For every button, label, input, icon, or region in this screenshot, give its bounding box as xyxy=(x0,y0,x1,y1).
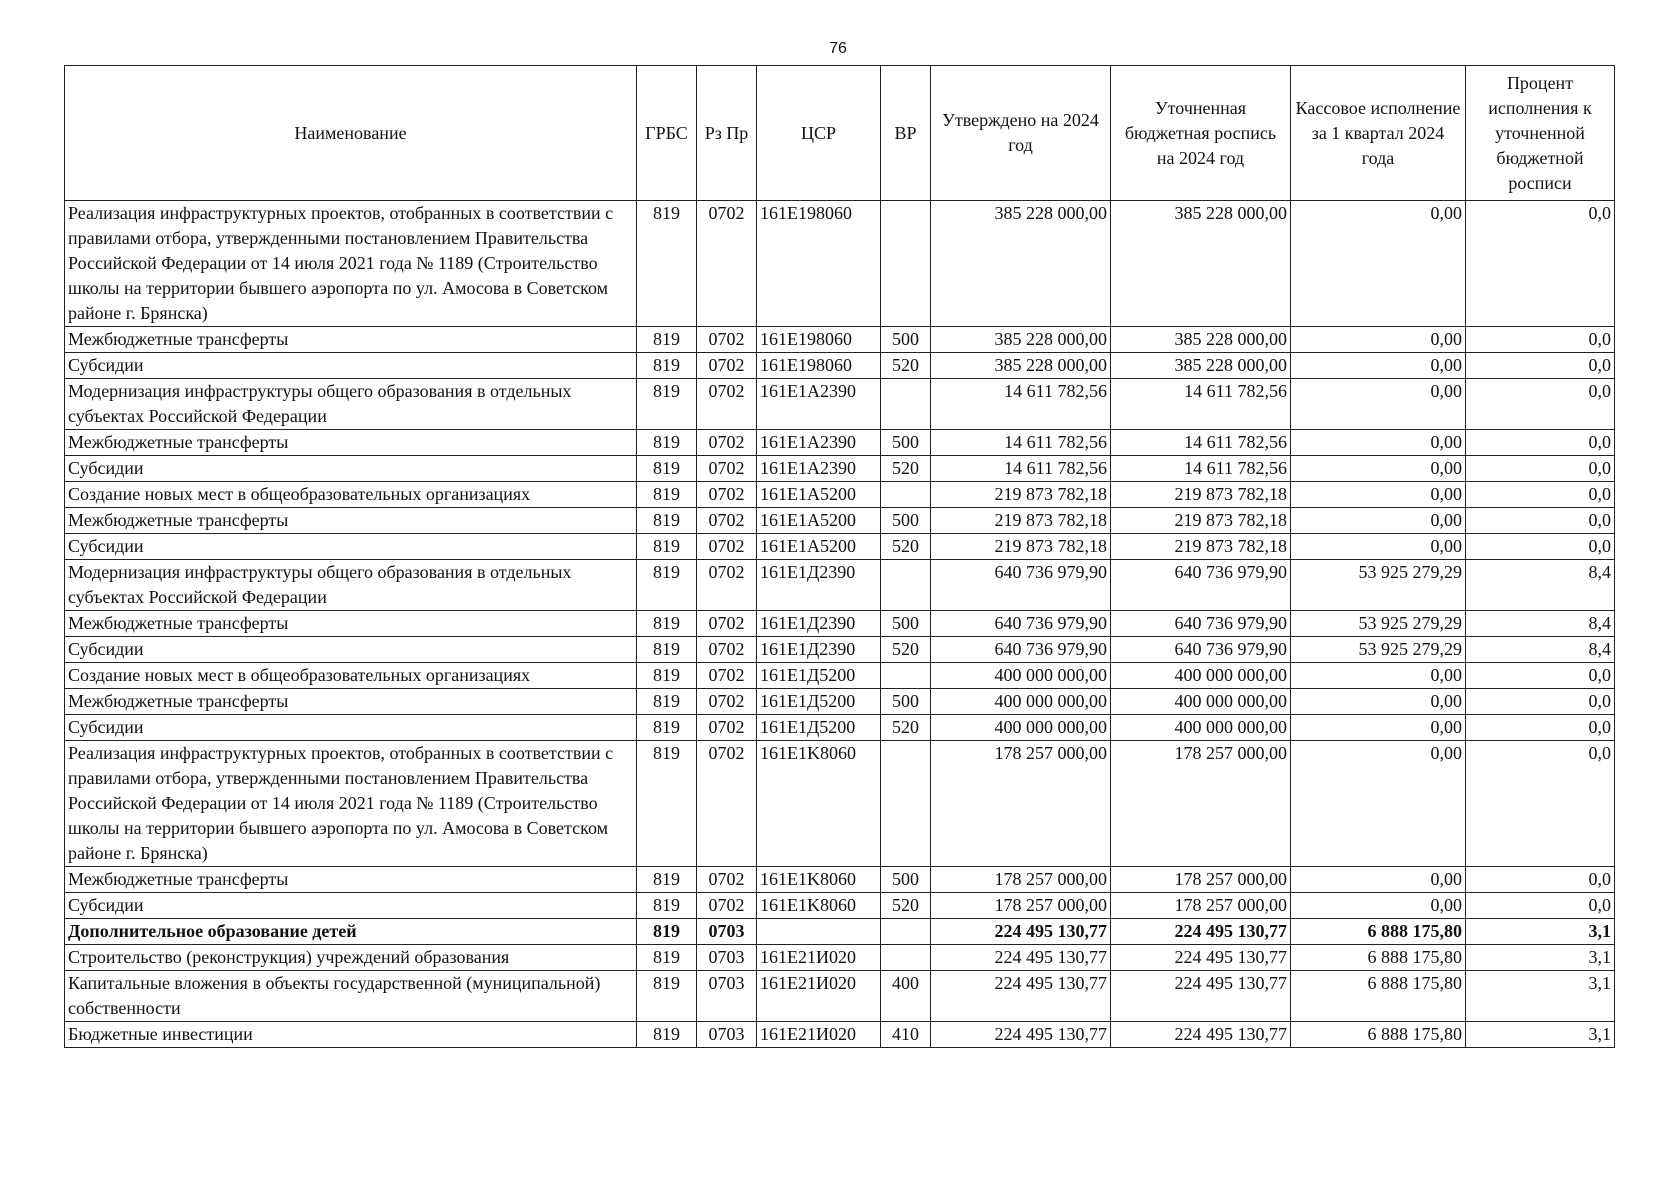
cell-percent: 0,0 xyxy=(1466,327,1615,353)
cell-rzpr: 0702 xyxy=(697,482,757,508)
cell-vr: 400 xyxy=(881,971,931,1022)
table-row xyxy=(65,379,1615,430)
cell-rzpr: 0703 xyxy=(697,919,757,945)
table-row xyxy=(65,867,1615,893)
cell-name: Межбюджетные трансферты xyxy=(65,867,637,893)
cell-grbs: 819 xyxy=(637,945,697,971)
cell-approved: 385 228 000,00 xyxy=(931,327,1111,353)
cell-name: Субсидии xyxy=(65,637,637,663)
cell-rzpr: 0702 xyxy=(697,201,757,327)
cell-executed: 0,00 xyxy=(1291,534,1466,560)
cell-vr xyxy=(881,379,931,430)
cell-csr: 161E21И020 xyxy=(757,945,881,971)
cell-grbs: 819 xyxy=(637,560,697,611)
cell-csr: 161E1Д2390 xyxy=(757,637,881,663)
cell-executed: 0,00 xyxy=(1291,689,1466,715)
cell-executed: 53 925 279,29 xyxy=(1291,611,1466,637)
cell-revised: 14 611 782,56 xyxy=(1111,430,1291,456)
cell-executed: 6 888 175,80 xyxy=(1291,1022,1466,1048)
cell-vr: 500 xyxy=(881,327,931,353)
cell-executed: 0,00 xyxy=(1291,715,1466,741)
cell-vr xyxy=(881,919,931,945)
cell-grbs: 819 xyxy=(637,327,697,353)
cell-vr: 520 xyxy=(881,893,931,919)
cell-csr: 161E1A2390 xyxy=(757,430,881,456)
cell-name: Межбюджетные трансферты xyxy=(65,611,637,637)
cell-revised: 640 736 979,90 xyxy=(1111,560,1291,611)
cell-grbs: 819 xyxy=(637,689,697,715)
cell-name: Реализация инфраструктурных проектов, отобранных в соответствии с правилами отбора, утвержденными постановлением Правительства Российской Федерации от 14 июля 2021 года № 1189 (Строительство школы на территории бывшего аэропорта по ул. Амосова в Советском районе г. Брянска) xyxy=(65,201,637,327)
cell-csr: 161E1Д5200 xyxy=(757,689,881,715)
table-row xyxy=(65,637,1615,663)
table-row xyxy=(65,560,1615,611)
cell-name: Строительство (реконструкция) учреждений образования xyxy=(65,945,637,971)
header-executed: Кассовое исполнение за 1 квартал 2024 года xyxy=(1291,66,1466,201)
cell-approved: 640 736 979,90 xyxy=(931,560,1111,611)
cell-vr: 500 xyxy=(881,867,931,893)
cell-revised: 14 611 782,56 xyxy=(1111,456,1291,482)
cell-approved: 14 611 782,56 xyxy=(931,430,1111,456)
cell-grbs: 819 xyxy=(637,715,697,741)
cell-approved: 224 495 130,77 xyxy=(931,1022,1111,1048)
cell-name: Субсидии xyxy=(65,456,637,482)
table-row xyxy=(65,945,1615,971)
header-name: Наименование xyxy=(65,66,637,201)
cell-grbs: 819 xyxy=(637,430,697,456)
cell-rzpr: 0703 xyxy=(697,945,757,971)
cell-vr xyxy=(881,945,931,971)
table-row xyxy=(65,327,1615,353)
cell-vr xyxy=(881,741,931,867)
cell-grbs: 819 xyxy=(637,611,697,637)
cell-rzpr: 0702 xyxy=(697,327,757,353)
cell-percent: 0,0 xyxy=(1466,715,1615,741)
cell-percent: 3,1 xyxy=(1466,1022,1615,1048)
header-rzpr: Рз Пр xyxy=(697,66,757,201)
table-row xyxy=(65,201,1615,327)
cell-percent: 3,1 xyxy=(1466,945,1615,971)
cell-percent: 0,0 xyxy=(1466,201,1615,327)
cell-csr: 161E1Д5200 xyxy=(757,715,881,741)
cell-vr: 410 xyxy=(881,1022,931,1048)
table-row xyxy=(65,508,1615,534)
cell-csr xyxy=(757,919,881,945)
cell-grbs: 819 xyxy=(637,201,697,327)
cell-vr xyxy=(881,560,931,611)
budget-table xyxy=(64,65,1615,1048)
cell-percent: 0,0 xyxy=(1466,482,1615,508)
cell-percent: 8,4 xyxy=(1466,560,1615,611)
cell-csr: 161E1A5200 xyxy=(757,508,881,534)
cell-executed: 0,00 xyxy=(1291,508,1466,534)
cell-csr: 161E198060 xyxy=(757,353,881,379)
cell-revised: 219 873 782,18 xyxy=(1111,534,1291,560)
cell-vr xyxy=(881,201,931,327)
cell-csr: 161E1K8060 xyxy=(757,741,881,867)
cell-revised: 385 228 000,00 xyxy=(1111,327,1291,353)
cell-revised: 400 000 000,00 xyxy=(1111,715,1291,741)
cell-rzpr: 0702 xyxy=(697,534,757,560)
cell-rzpr: 0702 xyxy=(697,430,757,456)
cell-rzpr: 0702 xyxy=(697,689,757,715)
table-row xyxy=(65,689,1615,715)
cell-vr: 520 xyxy=(881,715,931,741)
cell-grbs: 819 xyxy=(637,919,697,945)
cell-percent: 0,0 xyxy=(1466,893,1615,919)
cell-rzpr: 0702 xyxy=(697,508,757,534)
cell-csr: 161E21И020 xyxy=(757,971,881,1022)
cell-grbs: 819 xyxy=(637,893,697,919)
cell-rzpr: 0702 xyxy=(697,353,757,379)
cell-approved: 178 257 000,00 xyxy=(931,867,1111,893)
cell-grbs: 819 xyxy=(637,482,697,508)
table-row xyxy=(65,715,1615,741)
cell-name: Капитальные вложения в объекты государственной (муниципальной) собственности xyxy=(65,971,637,1022)
cell-csr: 161E1Д2390 xyxy=(757,560,881,611)
cell-executed: 53 925 279,29 xyxy=(1291,560,1466,611)
cell-vr: 520 xyxy=(881,353,931,379)
cell-vr: 500 xyxy=(881,611,931,637)
cell-vr: 520 xyxy=(881,637,931,663)
table-row xyxy=(65,482,1615,508)
cell-percent: 0,0 xyxy=(1466,456,1615,482)
table-row xyxy=(65,611,1615,637)
cell-name: Субсидии xyxy=(65,715,637,741)
cell-revised: 224 495 130,77 xyxy=(1111,971,1291,1022)
header-grbs: ГРБС xyxy=(637,66,697,201)
cell-executed: 0,00 xyxy=(1291,430,1466,456)
cell-percent: 0,0 xyxy=(1466,663,1615,689)
cell-percent: 0,0 xyxy=(1466,508,1615,534)
cell-revised: 224 495 130,77 xyxy=(1111,1022,1291,1048)
cell-executed: 0,00 xyxy=(1291,663,1466,689)
cell-csr: 161E21И020 xyxy=(757,1022,881,1048)
cell-csr: 161E1A5200 xyxy=(757,534,881,560)
cell-name: Субсидии xyxy=(65,893,637,919)
cell-grbs: 819 xyxy=(637,663,697,689)
cell-executed: 0,00 xyxy=(1291,353,1466,379)
cell-revised: 219 873 782,18 xyxy=(1111,508,1291,534)
cell-name: Межбюджетные трансферты xyxy=(65,689,637,715)
cell-approved: 178 257 000,00 xyxy=(931,741,1111,867)
cell-executed: 0,00 xyxy=(1291,867,1466,893)
cell-revised: 178 257 000,00 xyxy=(1111,741,1291,867)
cell-approved: 385 228 000,00 xyxy=(931,353,1111,379)
cell-executed: 6 888 175,80 xyxy=(1291,971,1466,1022)
cell-approved: 224 495 130,77 xyxy=(931,919,1111,945)
cell-rzpr: 0702 xyxy=(697,663,757,689)
table-row xyxy=(65,456,1615,482)
cell-vr: 500 xyxy=(881,689,931,715)
cell-revised: 178 257 000,00 xyxy=(1111,893,1291,919)
cell-percent: 0,0 xyxy=(1466,689,1615,715)
cell-vr: 500 xyxy=(881,508,931,534)
cell-rzpr: 0702 xyxy=(697,741,757,867)
table-row xyxy=(65,741,1615,867)
table-row xyxy=(65,971,1615,1022)
cell-revised: 640 736 979,90 xyxy=(1111,611,1291,637)
cell-revised: 14 611 782,56 xyxy=(1111,379,1291,430)
cell-rzpr: 0703 xyxy=(697,971,757,1022)
cell-approved: 14 611 782,56 xyxy=(931,379,1111,430)
cell-revised: 178 257 000,00 xyxy=(1111,867,1291,893)
cell-executed: 0,00 xyxy=(1291,379,1466,430)
cell-approved: 400 000 000,00 xyxy=(931,663,1111,689)
table-row xyxy=(65,663,1615,689)
cell-percent: 0,0 xyxy=(1466,379,1615,430)
cell-name: Субсидии xyxy=(65,353,637,379)
cell-csr: 161E198060 xyxy=(757,327,881,353)
cell-rzpr: 0702 xyxy=(697,867,757,893)
cell-grbs: 819 xyxy=(637,534,697,560)
cell-name: Создание новых мест в общеобразовательных организациях xyxy=(65,482,637,508)
cell-csr: 161E1A2390 xyxy=(757,456,881,482)
cell-grbs: 819 xyxy=(637,867,697,893)
cell-approved: 224 495 130,77 xyxy=(931,971,1111,1022)
cell-approved: 219 873 782,18 xyxy=(931,482,1111,508)
cell-approved: 640 736 979,90 xyxy=(931,611,1111,637)
cell-grbs: 819 xyxy=(637,379,697,430)
cell-revised: 400 000 000,00 xyxy=(1111,689,1291,715)
cell-approved: 400 000 000,00 xyxy=(931,689,1111,715)
cell-revised: 640 736 979,90 xyxy=(1111,637,1291,663)
cell-name: Модернизация инфраструктуры общего образования в отдельных субъектах Российской Федерации xyxy=(65,560,637,611)
header-approved: Утверждено на 2024 год xyxy=(931,66,1111,201)
cell-executed: 0,00 xyxy=(1291,893,1466,919)
cell-executed: 0,00 xyxy=(1291,327,1466,353)
cell-csr: 161E1Д5200 xyxy=(757,663,881,689)
cell-percent: 0,0 xyxy=(1466,867,1615,893)
cell-approved: 219 873 782,18 xyxy=(931,534,1111,560)
cell-executed: 0,00 xyxy=(1291,482,1466,508)
cell-percent: 3,1 xyxy=(1466,971,1615,1022)
table-row xyxy=(65,1022,1615,1048)
cell-rzpr: 0702 xyxy=(697,637,757,663)
cell-approved: 640 736 979,90 xyxy=(931,637,1111,663)
cell-grbs: 819 xyxy=(637,637,697,663)
cell-revised: 224 495 130,77 xyxy=(1111,919,1291,945)
table-row xyxy=(65,534,1615,560)
cell-vr xyxy=(881,663,931,689)
cell-rzpr: 0702 xyxy=(697,560,757,611)
cell-csr: 161E1K8060 xyxy=(757,893,881,919)
cell-rzpr: 0702 xyxy=(697,379,757,430)
cell-grbs: 819 xyxy=(637,741,697,867)
cell-vr: 500 xyxy=(881,430,931,456)
cell-grbs: 819 xyxy=(637,456,697,482)
cell-grbs: 819 xyxy=(637,353,697,379)
cell-vr: 520 xyxy=(881,534,931,560)
header-percent: Процент исполнения к уточненной бюджетной росписи xyxy=(1466,66,1615,201)
cell-executed: 53 925 279,29 xyxy=(1291,637,1466,663)
cell-approved: 219 873 782,18 xyxy=(931,508,1111,534)
cell-percent: 0,0 xyxy=(1466,353,1615,379)
header-vr: ВР xyxy=(881,66,931,201)
cell-rzpr: 0702 xyxy=(697,715,757,741)
cell-grbs: 819 xyxy=(637,971,697,1022)
cell-executed: 0,00 xyxy=(1291,201,1466,327)
cell-rzpr: 0702 xyxy=(697,611,757,637)
page-number: 76 xyxy=(829,40,847,57)
cell-csr: 161E198060 xyxy=(757,201,881,327)
cell-name: Реализация инфраструктурных проектов, отобранных в соответствии с правилами отбора, утвержденными постановлением Правительства Российской Федерации от 14 июля 2021 года № 1189 (Строительство школы на территории бывшего аэропорта по ул. Амосова в Советском районе г. Брянска) xyxy=(65,741,637,867)
cell-rzpr: 0703 xyxy=(697,1022,757,1048)
cell-executed: 6 888 175,80 xyxy=(1291,945,1466,971)
cell-revised: 224 495 130,77 xyxy=(1111,945,1291,971)
cell-approved: 400 000 000,00 xyxy=(931,715,1111,741)
cell-approved: 178 257 000,00 xyxy=(931,893,1111,919)
cell-vr: 520 xyxy=(881,456,931,482)
table-row xyxy=(65,893,1615,919)
cell-csr: 161E1A5200 xyxy=(757,482,881,508)
cell-grbs: 819 xyxy=(637,508,697,534)
cell-name: Межбюджетные трансферты xyxy=(65,430,637,456)
cell-name: Создание новых мест в общеобразовательных организациях xyxy=(65,663,637,689)
cell-percent: 8,4 xyxy=(1466,637,1615,663)
cell-revised: 400 000 000,00 xyxy=(1111,663,1291,689)
cell-revised: 385 228 000,00 xyxy=(1111,201,1291,327)
cell-name: Модернизация инфраструктуры общего образования в отдельных субъектах Российской Федерации xyxy=(65,379,637,430)
header-revised: Уточненная бюджетная роспись на 2024 год xyxy=(1111,66,1291,201)
cell-name: Субсидии xyxy=(65,534,637,560)
cell-name: Межбюджетные трансферты xyxy=(65,327,637,353)
cell-rzpr: 0702 xyxy=(697,456,757,482)
cell-executed: 0,00 xyxy=(1291,456,1466,482)
table-row xyxy=(65,430,1615,456)
cell-csr: 161E1A2390 xyxy=(757,379,881,430)
cell-percent: 0,0 xyxy=(1466,430,1615,456)
cell-csr: 161E1K8060 xyxy=(757,867,881,893)
header-csr: ЦСР xyxy=(757,66,881,201)
table-row xyxy=(65,353,1615,379)
cell-grbs: 819 xyxy=(637,1022,697,1048)
cell-approved: 14 611 782,56 xyxy=(931,456,1111,482)
cell-executed: 6 888 175,80 xyxy=(1291,919,1466,945)
cell-percent: 0,0 xyxy=(1466,741,1615,867)
cell-vr xyxy=(881,482,931,508)
cell-approved: 224 495 130,77 xyxy=(931,945,1111,971)
cell-percent: 3,1 xyxy=(1466,919,1615,945)
table-row-section-total xyxy=(65,919,1615,945)
cell-revised: 385 228 000,00 xyxy=(1111,353,1291,379)
cell-csr: 161E1Д2390 xyxy=(757,611,881,637)
cell-name: Дополнительное образование детей xyxy=(65,919,637,945)
cell-executed: 0,00 xyxy=(1291,741,1466,867)
cell-percent: 0,0 xyxy=(1466,534,1615,560)
cell-name: Бюджетные инвестиции xyxy=(65,1022,637,1048)
table-header-row xyxy=(65,66,1615,201)
cell-revised: 219 873 782,18 xyxy=(1111,482,1291,508)
cell-approved: 385 228 000,00 xyxy=(931,201,1111,327)
cell-rzpr: 0702 xyxy=(697,893,757,919)
cell-percent: 8,4 xyxy=(1466,611,1615,637)
cell-name: Межбюджетные трансферты xyxy=(65,508,637,534)
